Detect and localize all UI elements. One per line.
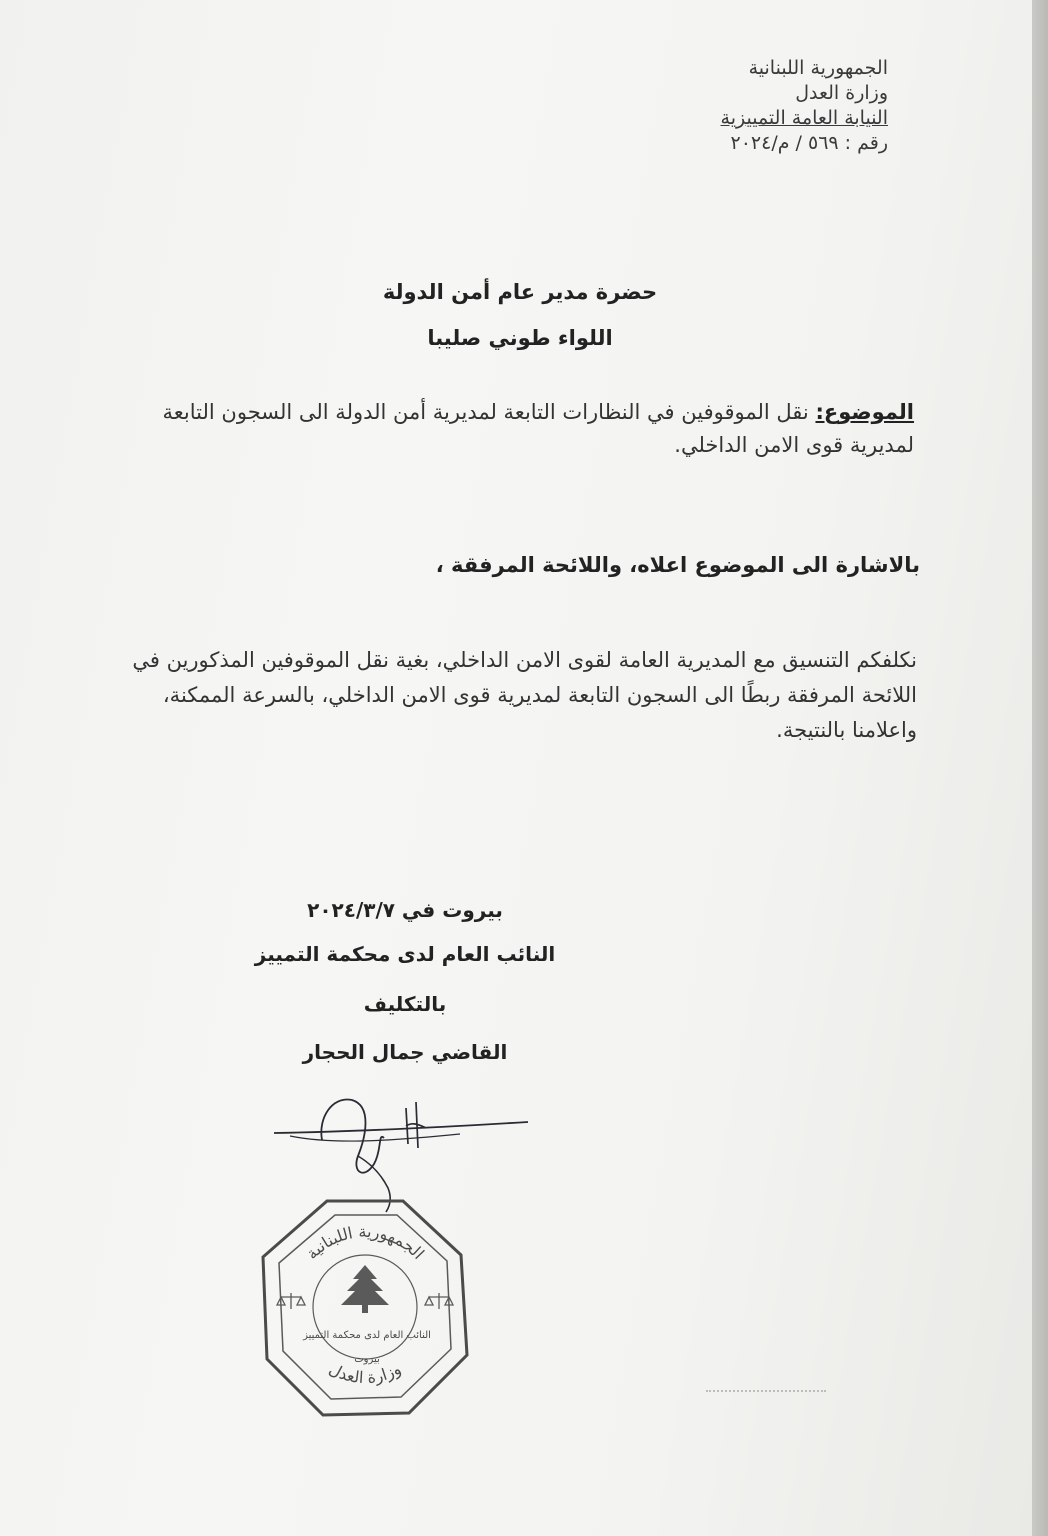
subject-label: الموضوع:: [815, 400, 914, 424]
signature-place-date: بيروت في ٢٠٢٤/٣/٧: [307, 898, 503, 922]
signature-mandate: بالتكليف: [363, 992, 447, 1016]
reference-line: بالاشارة الى الموضوع اعلاه، واللائحة المرفقة ،: [435, 553, 920, 577]
letterhead: [588, 56, 888, 156]
letterhead-republic: الجمهورية اللبنانية: [748, 57, 888, 79]
signature-title: النائب العام لدى محكمة التمييز: [254, 942, 556, 966]
signature-name: القاضي جمال الحجار: [302, 1040, 508, 1064]
stamp-outer-top: الجمهورية اللبنانية: [302, 1221, 429, 1264]
addressee-title: حضرة مدير عام أمن الدولة: [382, 280, 658, 304]
letterhead-office: النيابة العامة التمييزية: [720, 107, 888, 129]
body-paragraph: نكلفكم التنسيق مع المديرية العامة لقوى الامن الداخلي، بغية نقل الموقوفين المذكورين في اللائحة المرفقة ربطًا الى السجون التابعة لمديرية قوى الامن الداخلي، بالسرعة الممكنة، واعلامنا بالنتيجة.: [132, 648, 917, 742]
subject-paragraph: [154, 396, 914, 462]
stamp-outer-bottom: وزارة العدل: [326, 1359, 405, 1388]
svg-text:الجمهورية اللبنانية: [302, 1222, 428, 1263]
addressee-name: اللواء طوني صليبا: [427, 326, 613, 350]
cedar-icon: [341, 1265, 389, 1313]
page-edge: [1032, 0, 1048, 1536]
official-stamp: [255, 1195, 475, 1420]
stamp-inner-title: النائب العام لدى محكمة التمييز: [303, 1330, 431, 1341]
reference-number: رقم : ٥٦٩ / م/٢٠٢٤: [730, 132, 888, 154]
stamp-inner-text: [300, 1324, 434, 1372]
subject-text: نقل الموقوفين في النظارات التابعة لمديرية أمن الدولة الى السجون التابعة لمديرية قوى الامن الداخلي.: [162, 400, 914, 457]
stamp-inner-city: بيروت: [354, 1354, 380, 1365]
scan-artifact-line: [706, 1390, 826, 1392]
letterhead-ministry: وزارة العدل: [795, 82, 888, 104]
